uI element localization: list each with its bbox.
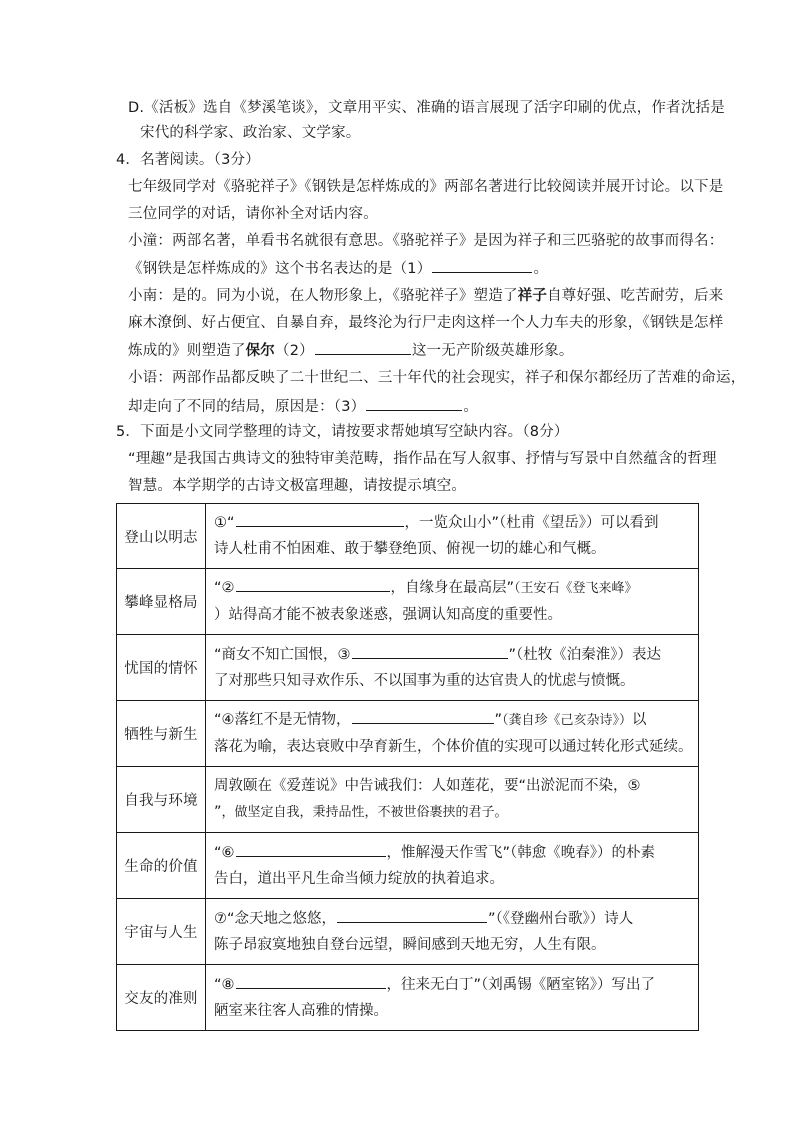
answer-blank-2[interactable] (315, 340, 411, 355)
poetry-table (116, 503, 699, 1031)
text: ，往来无白丁”（刘禹锡《陋室铭》）写出了 (386, 976, 656, 993)
content-line: 告白，道出平凡生命当倾力绽放的执着追求。 (214, 870, 504, 887)
content-line: 陋室来往客人高雅的情操。 (214, 1002, 388, 1019)
text: ，做坚定自我，秉持品性，不被世俗裹挟的君子。 (221, 805, 508, 820)
content-cell (206, 504, 699, 569)
content-line (214, 642, 698, 668)
content-line (214, 707, 698, 734)
answer-blank-row8[interactable] (236, 974, 386, 989)
source-ref: （龚自珍《己亥杂诗》） (502, 713, 633, 728)
table-row (117, 635, 699, 701)
q5-intro-line1: “理趣”是我国古典诗文的独特审美范畴，指作品在写人叙事、抒情与写景中自然蕴含的哲理 (128, 451, 717, 467)
table-row (117, 899, 699, 965)
content-cell (206, 767, 699, 833)
theme-cell: 攀峰显格局 (117, 569, 206, 635)
q4-nan-num: （2） (275, 343, 314, 359)
content-cell (206, 965, 699, 1031)
text: ” (214, 804, 222, 820)
text: ⑦“念天地之悠悠， (214, 910, 337, 927)
content-cell (206, 701, 699, 767)
q4-nan-text-2: 自尊好强、吃苦耐劳，后来 (547, 288, 724, 304)
q4-yu-line1: 小语：两部作品都反映了二十世纪二、三十年代的社会现实，祥子和保尔都经历了苦难的命运， (128, 370, 746, 386)
text: “② (214, 580, 235, 596)
q4-nan-line3 (128, 340, 574, 361)
content-line: 周敦颐在《爱莲说》中告诫我们：人如莲花，要“出淤泥而不染，⑤ (214, 778, 641, 794)
content-line (214, 972, 698, 998)
theme-cell: 牺牲与新生 (117, 701, 206, 767)
table-row (117, 965, 699, 1031)
text: ，惟解漫天作雪飞”（韩愈《晚春》）的朴素 (386, 844, 656, 861)
q4-nan-line2: 麻木潦倒、好占便宜、自暴自弃，最终沦为行尸走肉这样一个人力车夫的形象，《钢铁是怎样 (128, 315, 724, 331)
q4-nan-text: 小南：是的。同为小说，在人物形象上，《骆驼祥子》塑造了 (128, 288, 518, 304)
answer-blank-row4[interactable] (352, 709, 494, 724)
q4-nan-text-3: 炼成的》则塑造了 (128, 343, 246, 359)
question-5-heading: 5．下面是小文同学整理的诗文，请按要求帮她填写空缺内容。（8分） (116, 424, 569, 440)
content-cell (206, 833, 699, 899)
q5-intro-line2: 智慧。本学期学的古诗文极富理趣，请按提示填空。 (128, 478, 467, 494)
content-cell (206, 635, 699, 701)
content-line: 落花为喻，表达衰败中孕育新生，个体价值的实现可以通过转化形式延续。 (214, 739, 693, 755)
q4-tong-end: 。 (533, 261, 549, 277)
q4-nan-baoer: 保尔 (245, 343, 276, 359)
answer-blank-row6[interactable] (236, 842, 386, 857)
theme-cell: 交友的准则 (117, 965, 206, 1031)
content-line: 诗人杜甫不怕困难、敢于攀登绝顶、俯视一切的雄心和气概。 (214, 541, 606, 557)
q4-nan-xiangzi: 祥子 (517, 288, 548, 304)
theme-cell: 登山以明志 (117, 504, 206, 569)
answer-blank-row1[interactable] (236, 512, 404, 527)
text: “商女不知亡国恨，③ (214, 646, 351, 663)
table-row (117, 767, 699, 833)
source-ref: （王安石《登飞来峰》 (514, 581, 638, 596)
q4-intro-line2: 三位同学的对话，请你补全对话内容。 (128, 206, 378, 222)
content-line (214, 575, 698, 602)
answer-blank-row7[interactable] (337, 908, 487, 923)
content-line (214, 510, 698, 536)
content-line (214, 840, 698, 866)
q4-yu-text: 却走向了不同的结局，原因是：（3） (128, 399, 366, 415)
q4-yu-line2 (128, 396, 478, 417)
theme-cell: 忧国的情怀 (117, 635, 206, 701)
q4-nan-line1 (128, 286, 723, 306)
content-line: 陈子昂寂寞地独自登台远望，瞬间感到天地无穷，人生有限。 (214, 936, 606, 953)
text: ，一览众山小”（杜甫《望岳》）可以看到 (404, 515, 659, 531)
q4-intro-line1: 七年级同学对《骆驼祥子》《钢铁是怎样炼成的》两部名著进行比较阅读并展开讨论。以下是 (128, 179, 724, 195)
option-d-line2: 宋代的科学家、政治家、文学家。 (140, 125, 361, 141)
theme-cell: 生命的价值 (117, 833, 206, 899)
table-row (117, 701, 699, 767)
text: ”（杜牧《泊秦淮》）表达 (508, 646, 662, 663)
q4-tong-text: 《钢铁是怎样炼成的》这个书名表达的是（1） (128, 261, 432, 277)
table-row (117, 569, 699, 635)
q4-yu-end: 。 (463, 399, 479, 415)
text: “⑧ (214, 976, 235, 993)
text: ”（《登幽州台歌》）诗人 (488, 910, 634, 927)
text: ” (494, 712, 503, 728)
content-cell (206, 899, 699, 965)
text: “④落红不是无情物， (214, 712, 351, 728)
text: “⑥ (214, 844, 235, 861)
content-line (214, 799, 698, 826)
text: 以 (632, 712, 647, 728)
question-4-heading: 4．名著阅读。（3分） (116, 152, 260, 168)
table-row (117, 833, 699, 899)
theme-cell: 宇宙与人生 (117, 899, 206, 965)
q4-nan-text-4: 这一无产阶级英雄形象。 (411, 343, 574, 359)
content-line: 了对那些只知寻欢作乐、不以国事为重的达官贵人的忧虑与愤慨。 (214, 672, 635, 689)
text: ①“ (214, 515, 235, 531)
answer-blank-3[interactable] (366, 396, 462, 411)
q4-tong-line1: 小潼：两部名著，单看书名就很有意思。《骆驼祥子》是因为祥子和三匹骆驼的故事而得名： (128, 233, 724, 249)
content-line (214, 906, 698, 932)
answer-blank-1[interactable] (432, 258, 532, 273)
option-d-line1: D.《活板》选自《梦溪笔谈》，文章用平实、准确的语言展现了活字印刷的优点，作者沈括是 (128, 100, 725, 116)
answer-blank-row2[interactable] (236, 577, 390, 592)
content-line: ）站得高才能不被表象迷惑，强调认知高度的重要性。 (214, 607, 562, 623)
text: ，自缘身在最高层” (390, 580, 515, 596)
theme-cell: 自我与环境 (117, 767, 206, 833)
table-row (117, 504, 699, 569)
answer-blank-row3[interactable] (352, 644, 508, 659)
content-cell (206, 569, 699, 635)
q4-tong-line2 (128, 258, 548, 279)
